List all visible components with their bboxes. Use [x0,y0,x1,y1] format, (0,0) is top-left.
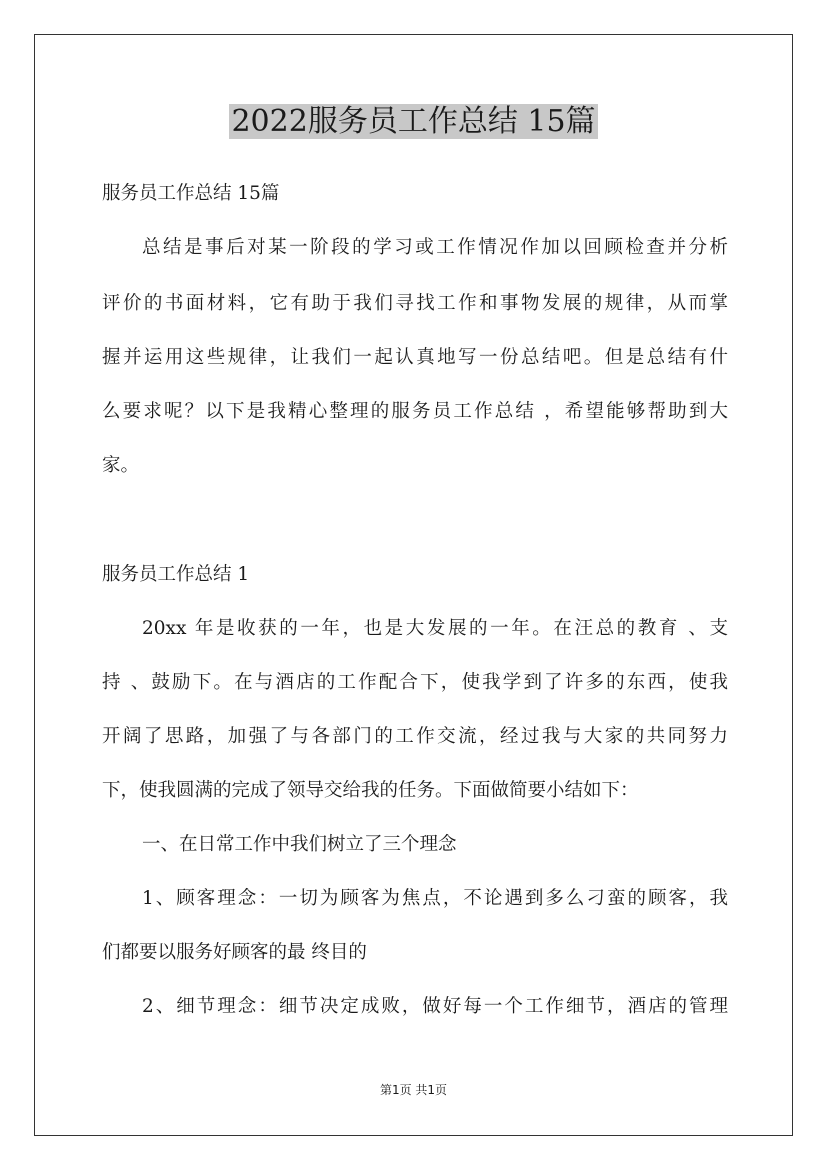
page-footer: 第1页 共1页 [379,1083,448,1097]
subtitle: 服务员工作总结 15篇 [102,183,280,204]
intro-line-5: 家。 [102,455,140,476]
section-line-4: 下，使我圆满的完成了领导交给我的任务。下面做简要小结如下： [102,780,639,801]
intro-line-3: 握并运用这些规律，让我们一起认真地写一份总结吧。但是总结有什 [102,347,728,368]
point1-line-2: 们都要以服务好顾客的最 终目的 [102,942,367,963]
point-heading: 一、在日常工作中我们树立了三个理念 [142,834,457,855]
point2-line-1: 2、细节理念：细节决定成败，做好每一个工作细节，酒店的管理 [142,996,728,1017]
intro-line-2: 评价的书面材料，它有助于我们寻找工作和事物发展的规律，从而掌 [102,293,728,314]
document-title: 2022服务员工作总结 15篇 [231,104,596,139]
section-line-1: 20xx 年是收获的一年，也是大发展的一年。在汪总的教育 、支 [142,618,728,639]
section-line-2: 持 、鼓励下。在与酒店的工作配合下，使我学到了许多的东西，使我 [102,672,728,693]
intro-line-1: 总结是事后对某一阶段的学习或工作情况作加以回顾检查并分析 [142,237,728,258]
section-line-3: 开阔了思路，加强了与各部门的工作交流，经过我与大家的共同努力 [102,726,728,747]
intro-line-4: 么要求呢？以下是我精心整理的服务员工作总结 ，希望能够帮助到大 [102,401,728,422]
point1-line-1: 1、顾客理念：一切为顾客为焦点，不论遇到多么刁蛮的顾客，我 [142,888,728,909]
section-heading: 服务员工作总结 1 [102,564,250,585]
